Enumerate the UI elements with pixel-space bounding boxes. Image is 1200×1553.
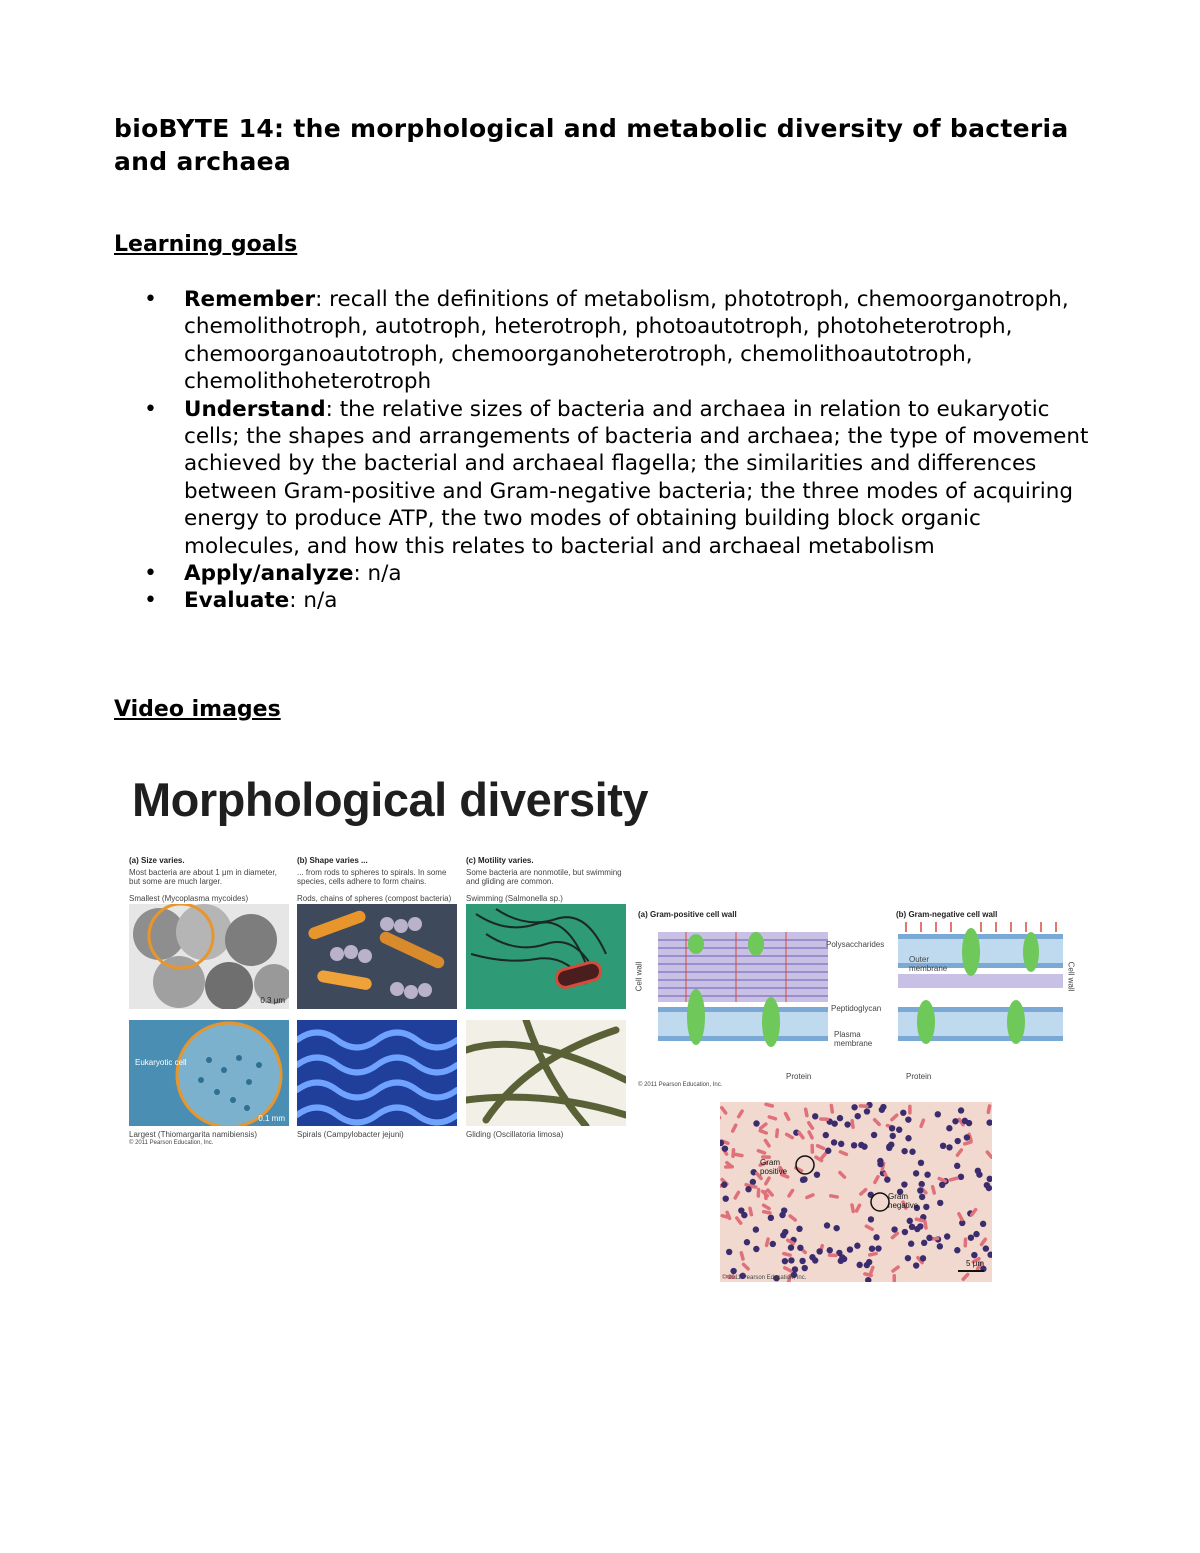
rods-label: Rods, chains of spheres (compost bacteria) — [297, 894, 452, 903]
polysaccharides-label: Polysaccharides — [826, 940, 885, 949]
gram-stain-image — [720, 1102, 992, 1282]
spiral-bacteria-image — [297, 1020, 457, 1126]
video-images-heading: Video images — [114, 697, 281, 722]
smallest-micrograph — [129, 904, 289, 1009]
gliding-label: Gliding (Oscillatoria limosa) — [466, 1130, 564, 1139]
size-subcaption: Most bacteria are about 1 μm in diameter, but some are much larger. — [129, 868, 277, 886]
cell-wall-label-left: Cell wall — [634, 961, 644, 992]
plasma-membrane-label: Plasma membrane — [834, 1030, 873, 1048]
gram-positive-label: Gram positive — [760, 1158, 788, 1176]
gram-negative-caption: (b) Gram-negative cell wall — [896, 910, 998, 919]
copyright-diagram: © 2011 Pearson Education, Inc. — [638, 1082, 723, 1088]
learning-goals-heading: Learning goals — [114, 232, 298, 257]
gray-spheres-image — [129, 904, 289, 1009]
gram-stain-micrograph — [720, 1102, 992, 1282]
rods-micrograph — [297, 904, 457, 1009]
size-caption: (a) Size varies. — [129, 856, 185, 865]
largest-micrograph — [129, 1020, 289, 1126]
smallest-label: Smallest (Mycoplasma mycoides) — [129, 894, 249, 903]
protein-label-negative: Protein — [906, 1072, 932, 1081]
scale-bar-large: 0.1 mm — [258, 1114, 285, 1123]
oscillatoria-image — [466, 1020, 626, 1126]
rods-spheres-image — [297, 904, 457, 1009]
list-item: • Evaluate: n/a — [114, 587, 1094, 614]
gliding-micrograph — [466, 1020, 626, 1126]
peptidoglycan-label: Peptidoglycan — [831, 1004, 882, 1013]
thiomargarita-image — [129, 1020, 289, 1126]
learning-goals-list — [114, 286, 1094, 615]
protein-label-positive: Protein — [786, 1072, 812, 1081]
list-item: • Understand: the relative sizes of bacteria and archaea in relation to eukaryotic cells; the shapes and arrangements of bacteria and archaea; the type of movement achieved by the bacterial and archaeal flagella; the similarities and differences between Gram-positive and Gram-negative bacteria; the three modes of acquiring energy to produce ATP, the two modes of obtaining building block organic molecules, and how this relates to bacterial and archaeal metabolism — [114, 396, 1094, 560]
scale-bar-small: 0.3 μm — [260, 996, 285, 1005]
eukaryote-label: Eukaryotic cell — [135, 1058, 187, 1067]
slide-title: Morphological diversity — [132, 773, 649, 826]
largest-label: Largest (Thiomargarita namibiensis) — [129, 1130, 258, 1139]
gram-negative-label: Gram negative — [888, 1192, 919, 1210]
motility-caption: (c) Motility varies. — [466, 856, 534, 865]
page-title: bioBYTE 14: the morphological and metabolic diversity of bacteria and archaea — [114, 114, 1069, 176]
spirals-label: Spirals (Campylobacter jejuni) — [297, 1130, 404, 1139]
list-item: • Remember: recall the definitions of metabolism, phototroph, chemoorganotroph, chemolithotroph, autotroph, heterotroph, photoautotroph, photoheterotroph, chemoorganoautotroph, chemoorganoheterotroph, chemolithoautotroph, chemolithoheterotroph — [114, 286, 1094, 396]
salmonella-image — [466, 904, 626, 1009]
copyright-stain: © 2011 Pearson Education, Inc. — [722, 1275, 807, 1281]
outer-membrane-label: Outer membrane — [909, 955, 948, 973]
swimming-micrograph — [466, 904, 626, 1009]
list-item: • Apply/analyze: n/a — [114, 560, 1094, 587]
motility-subcaption: Some bacteria are nonmotile, but swimming and gliding are common. — [466, 868, 622, 886]
spirals-micrograph — [297, 1020, 457, 1126]
cell-wall-label-right: Cell wall — [1066, 961, 1076, 992]
swimming-label: Swimming (Salmonella sp.) — [466, 894, 563, 903]
copyright-left: © 2011 Pearson Education, Inc. — [129, 1140, 214, 1146]
shape-subcaption: ... from rods to spheres to spirals. In some species, cells adhere to form chains. — [297, 868, 447, 886]
scale-bar-5um: 5 μm — [966, 1259, 984, 1268]
shape-caption: (b) Shape varies ... — [297, 856, 368, 865]
gram-positive-caption: (a) Gram-positive cell wall — [638, 910, 737, 919]
